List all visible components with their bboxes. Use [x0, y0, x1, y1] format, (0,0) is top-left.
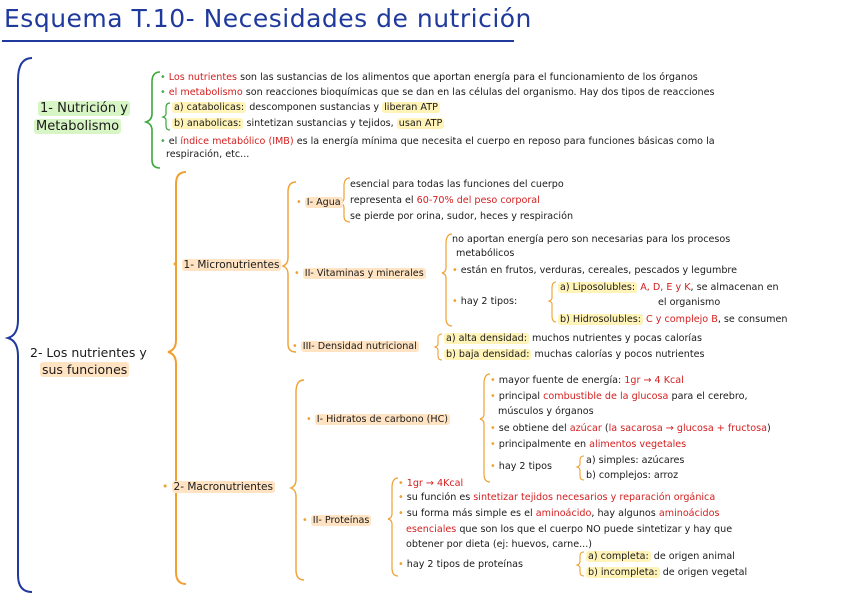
- vitaminas-a: a) Liposolubles: A, D, E y K, se almacenan en: [560, 282, 779, 293]
- proteinas-l4: esenciales que son los que el cuerpo NO puede sintetizar y hay que: [406, 524, 733, 535]
- proteinas-label: • II- Proteínas: [302, 515, 370, 526]
- vitaminas-l1: no aportan energía pero son necesarias para los procesos: [452, 234, 731, 245]
- s1-item-imb-cont: respiración, etc...: [166, 149, 250, 160]
- s1-item-nutrientes: • Los nutrientes son las sustancias de los alimentos que aportan energía para el funcionamiento de los órganos: [160, 72, 698, 83]
- vitaminas-label: • II- Vitaminas y minerales: [294, 268, 424, 279]
- proteinas-l5: obtener por dieta (ej: huevos, carne...): [406, 539, 593, 550]
- section1-label-line2: Metabolismo: [36, 119, 120, 134]
- agua-l2: representa el 60-70% del peso corporal: [350, 195, 540, 206]
- section1-label-line1: 1- Nutrición y: [40, 101, 128, 116]
- vitaminas-b: b) Hidrosolubles: C y complejo B, se consumen: [560, 314, 788, 325]
- hc-l4: • principalmente en alimentos vegetales: [490, 439, 687, 450]
- proteinas-l2: • su función es sintetizar tejidos necesarios y reparación orgánica: [398, 492, 716, 503]
- agua-l1: esencial para todas las funciones del cuerpo: [350, 179, 564, 190]
- hc-l2: • principal combustible de la glucosa para el cerebro,: [490, 391, 748, 402]
- densidad-label: • III- Densidad nutricional: [292, 341, 417, 352]
- vitaminas-a-cont: el organismo: [658, 297, 721, 308]
- proteinas-tipo-b: b) incompleta: de origen vegetal: [588, 567, 748, 578]
- hc-tipo-b: b) complejos: arroz: [586, 470, 679, 481]
- hc-label: • I- Hidratos de carbono (HC): [306, 414, 449, 425]
- macronutrientes-label: • 2- Macronutrientes: [162, 481, 273, 493]
- s1-item-imb: • el índice metabólico (IMB) es la energía mínima que necesita el cuerpo en reposo para funciones básicas como la: [160, 136, 715, 147]
- hc-tipo-a: a) simples: azúcares: [586, 455, 685, 466]
- micronutrientes-label: • 1- Micronutrientes: [172, 259, 280, 271]
- proteinas-l1: • 1gr → 4Kcal: [398, 478, 464, 489]
- hc-l2-cont: músculos y órganos: [498, 406, 594, 417]
- densidad-a: a) alta densidad: muchos nutrientes y pocas calorías: [446, 333, 702, 344]
- densidad-b: b) baja densidad: muchas calorías y pocos nutrientes: [446, 349, 705, 360]
- hc-l1: • mayor fuente de energía: 1gr → 4 Kcal: [490, 375, 684, 386]
- hc-l3: • se obtiene del azúcar (la sacarosa → glucosa + fructosa): [490, 423, 771, 434]
- s1-sub-anabolicas: b) anabolicas: sintetizan sustancias y tejidos, usan ATP: [174, 118, 443, 129]
- vitaminas-tipos: • hay 2 tipos:: [452, 296, 518, 307]
- agua-label: • I- Agua: [296, 197, 341, 208]
- section2-label-line2: sus funciones: [42, 362, 128, 377]
- vitaminas-l1b: metabólicos: [456, 248, 515, 259]
- s1-sub-catabolicas: a) catabolicas: descomponen sustancias y liberan ATP: [174, 102, 438, 113]
- s1-item-metabolismo: • el metabolismo son reacciones bioquímicas que se dan en las células del organismo. Hay dos tipos de reacciones: [160, 87, 715, 98]
- proteinas-tipos: • hay 2 tipos de proteínas: [398, 559, 524, 570]
- agua-l3: se pierde por orina, sudor, heces y respiración: [350, 211, 574, 222]
- hc-tipos: • hay 2 tipos: [490, 461, 552, 472]
- proteinas-l3: • su forma más simple es el aminoácido, hay algunos aminoácidos: [398, 508, 720, 519]
- page-title: Esquema T.10- Necesidades de nutrición: [4, 4, 532, 33]
- proteinas-tipo-a: a) completa: de origen animal: [588, 551, 735, 562]
- vitaminas-l2: • están en frutos, verduras, cereales, pescados y legumbre: [452, 265, 738, 276]
- section2-label-line1: 2- Los nutrientes y: [30, 345, 147, 360]
